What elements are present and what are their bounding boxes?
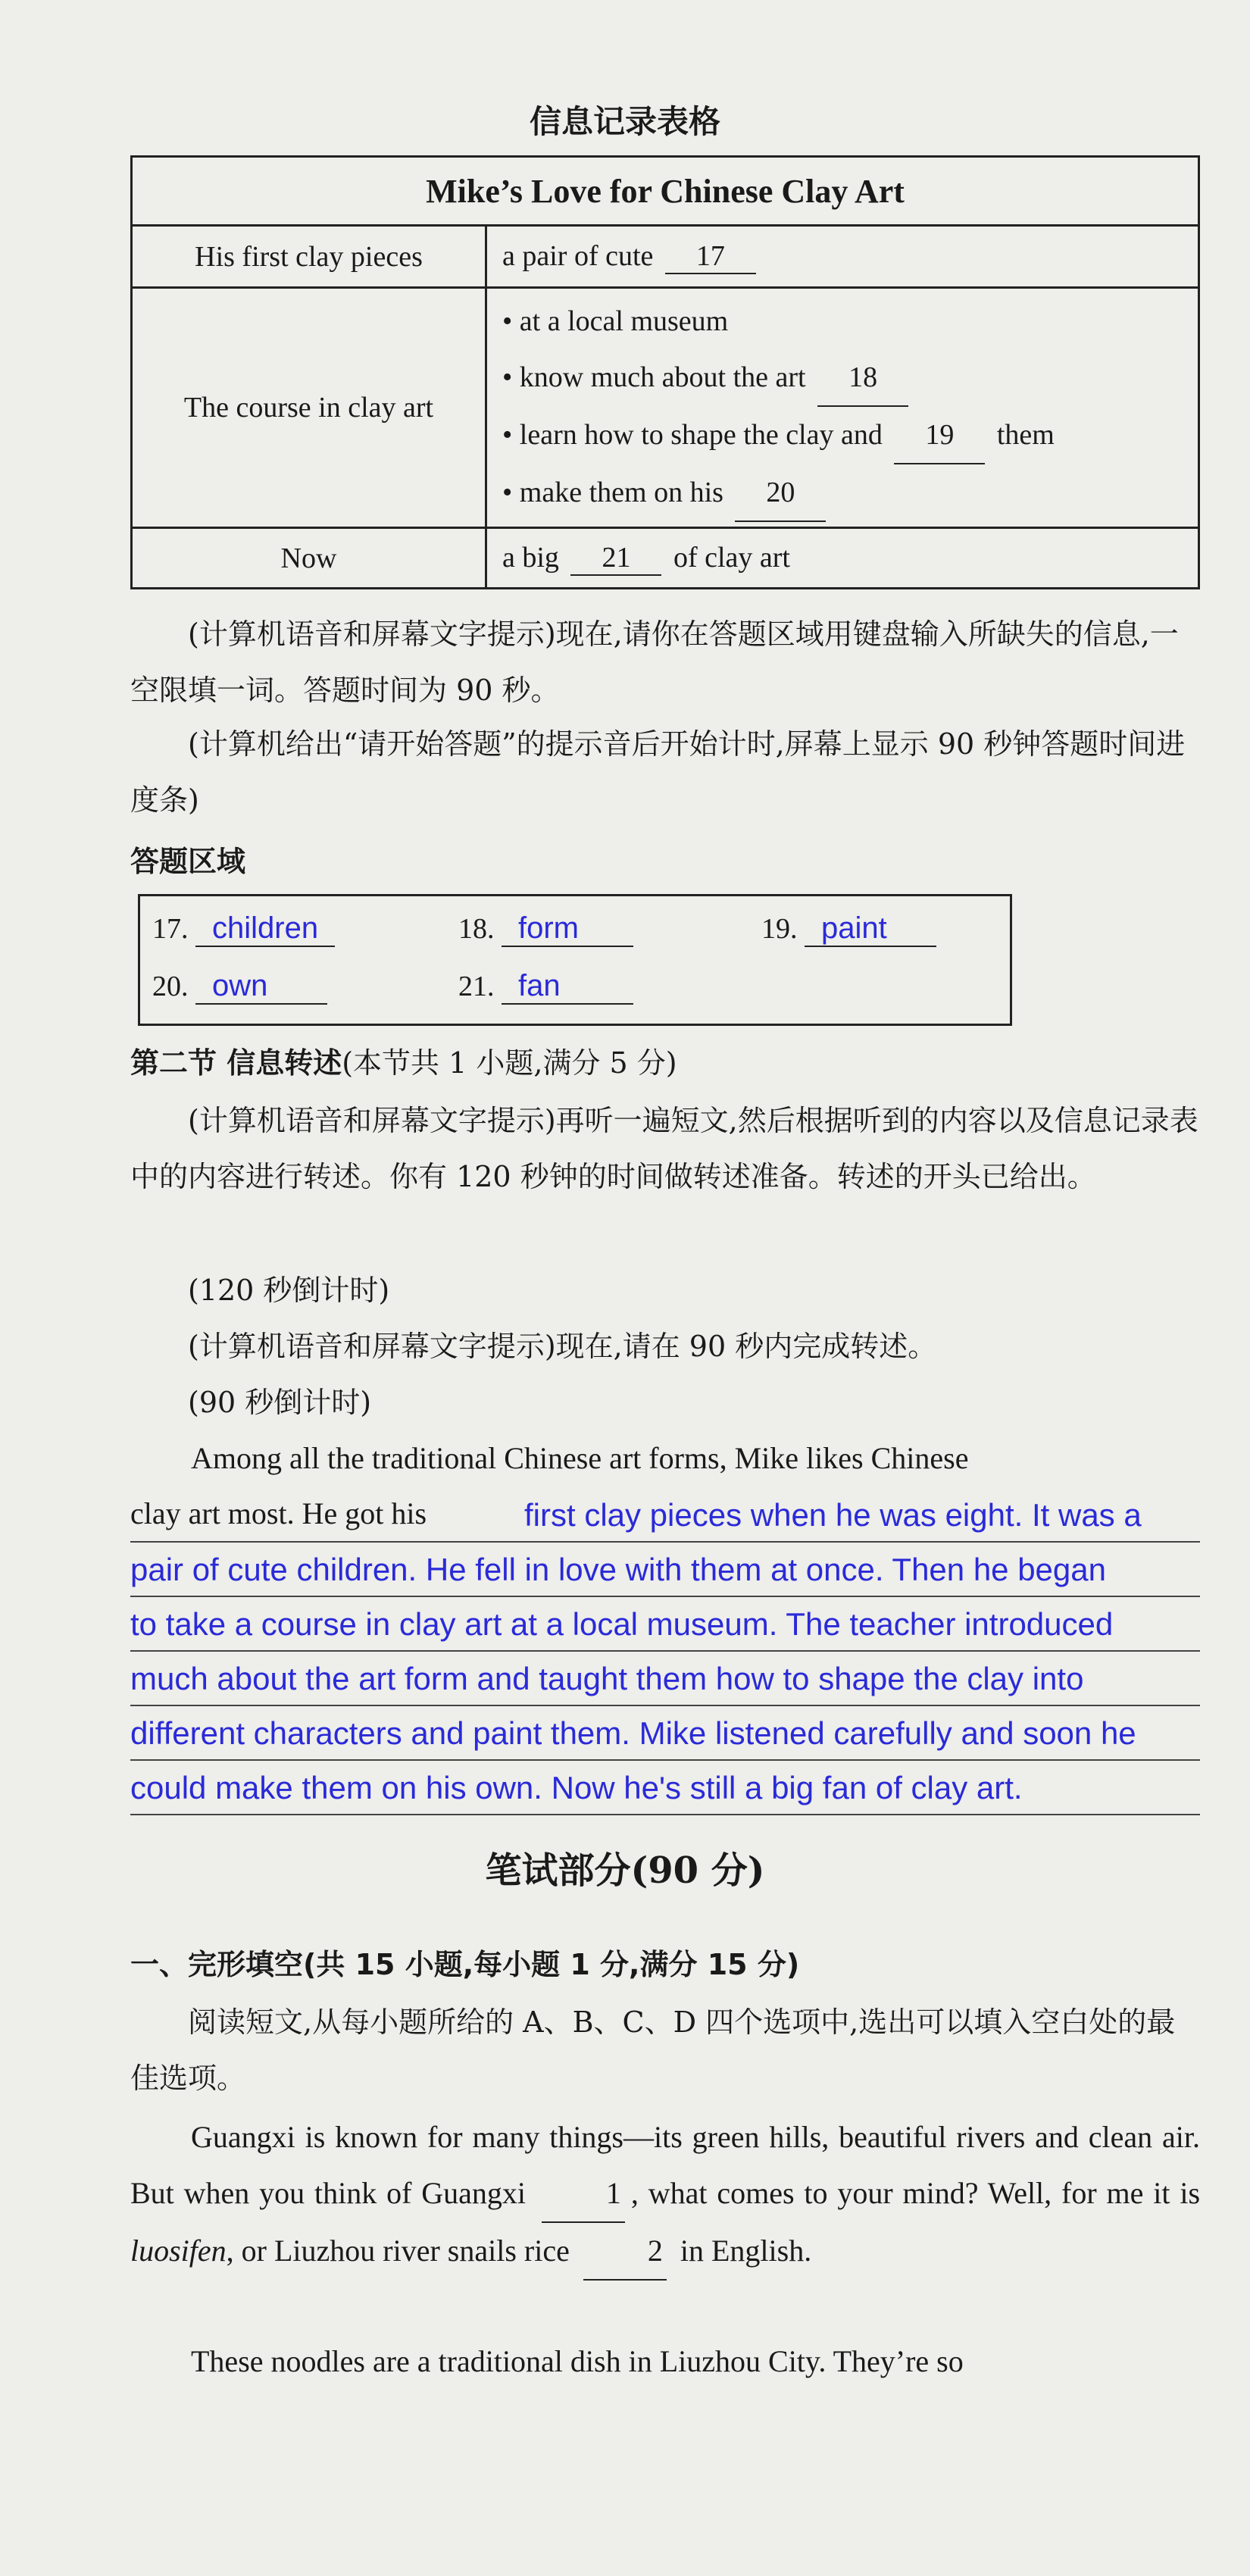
blank-18: 18 xyxy=(817,349,908,407)
blank-20: 20 xyxy=(735,464,826,522)
countdown-120: (120 秒倒计时) xyxy=(188,1274,390,1307)
row-content-now: a big 21 of clay art xyxy=(486,528,1199,589)
essay-line-4 xyxy=(130,1650,1200,1706)
italic-luosifen: luosifen xyxy=(130,2234,227,2268)
answer-value-18[interactable]: form xyxy=(502,911,633,947)
essay-line-3 xyxy=(130,1596,1200,1652)
passage-paragraph-1: Guangxi is known for many things—its green hills, beautiful rivers and clean air. But when you think of Guangxi 1 , what comes to your mind? Well, for me it is luosifen, or Liuzhou river snails rice 2 in English. xyxy=(130,2109,1200,2281)
essay-line-1 xyxy=(130,1487,1200,1543)
row-label-first-pieces: His first clay pieces xyxy=(132,226,486,288)
answer-18: 18. form xyxy=(458,911,633,947)
section2-instruction: (计算机语音和屏幕文字提示)再听一遍短文,然后根据听到的内容以及信息记录表中的内容进行转述。你有 120 秒钟的时间做转述准备。转述的开头已给出。 xyxy=(130,1104,1198,1193)
essay-line-5 xyxy=(130,1705,1200,1761)
essay-handwriting-4: much about the art form and taught them how to shape the clay into xyxy=(130,1661,1084,1696)
cloze-instruction: 阅读短文,从每小题所给的 A、B、C、D 四个选项中,选出可以填入空白处的最佳选项。 xyxy=(130,2005,1176,2095)
section2-start-instruction: (计算机语音和屏幕文字提示)现在,请在 90 秒内完成转述。 xyxy=(188,1330,937,1363)
essay-line-2 xyxy=(130,1541,1200,1597)
retell-essay xyxy=(130,1430,1200,1862)
essay-handwriting-6: could make them on his own. Now he's still a big fan of clay art. xyxy=(130,1770,1023,1805)
cloze-blank-2: 2 xyxy=(583,2223,667,2281)
course-item-know: • know much about the art 18 xyxy=(502,349,1183,407)
course-item-shape: • learn how to shape the clay and 19 them xyxy=(502,407,1183,464)
answer-value-21[interactable]: fan xyxy=(502,969,633,1005)
section2-note: (本节共 1 小题,满分 5 分) xyxy=(342,1046,677,1080)
answer-17: 17. children xyxy=(152,911,335,947)
row-content-course xyxy=(486,288,1199,528)
instruction-input: (计算机语音和屏幕文字提示)现在,请你在答题区域用键盘输入所缺失的信息,一空限填一词。答题时间为 90 秒。 xyxy=(130,617,1179,707)
cloze-title: 一、完形填空(共 15 小题,每小题 1 分,满分 15 分) xyxy=(130,1948,800,1981)
row-label-now: Now xyxy=(132,528,486,589)
essay-prefix: clay art most. He got his xyxy=(130,1496,427,1530)
course-item-make: • make them on his 20 xyxy=(502,464,1183,522)
answer-value-19[interactable]: paint xyxy=(805,911,936,947)
essay-handwriting-5: different characters and paint them. Mike listened carefully and soon he xyxy=(130,1715,1136,1751)
section2-title: 第二节 信息转述 xyxy=(130,1046,342,1080)
blank-19: 19 xyxy=(894,407,985,464)
table-title: Mike’s Love for Chinese Clay Art xyxy=(132,157,1199,226)
answer-19: 19. paint xyxy=(761,911,936,947)
answer-value-17[interactable]: children xyxy=(195,911,335,947)
essay-line-6 xyxy=(130,1759,1200,1815)
answer-20: 20. own xyxy=(152,969,327,1005)
record-form-title: 信息记录表格 xyxy=(529,103,720,140)
written-part-title: 笔试部分(90 分) xyxy=(485,1849,765,1892)
row-label-course: The course in clay art xyxy=(132,288,486,528)
answer-area xyxy=(138,894,1012,1026)
blank-21: 21 xyxy=(570,541,661,576)
passage-paragraph-2: These noodles are a traditional dish in Liuzhou City. They’re so xyxy=(191,2344,964,2378)
section2-heading xyxy=(130,1035,1200,1091)
course-item-museum: • at a local museum xyxy=(502,305,729,337)
row-content-first-pieces: a pair of cute 17 xyxy=(486,226,1199,288)
essay-start: Among all the traditional Chinese art forms, Mike likes Chinese xyxy=(191,1441,969,1475)
blank-17: 17 xyxy=(665,239,756,274)
answer-value-20[interactable]: own xyxy=(195,969,327,1005)
essay-handwriting-1: first clay pieces when he was eight. It was a xyxy=(524,1497,1142,1533)
info-record-table xyxy=(130,155,1200,589)
answer-area-title: 答题区域 xyxy=(130,845,246,878)
countdown-90: (90 秒倒计时) xyxy=(188,1386,372,1419)
essay-handwriting-2: pair of cute children. He fell in love with them at once. Then he began xyxy=(130,1552,1106,1587)
essay-handwriting-3: to take a course in clay art at a local museum. The teacher introduced xyxy=(130,1606,1114,1642)
instruction-timer: (计算机给出“请开始答题”的提示音后开始计时,屏幕上显示 90 秒钟答题时间进度条) xyxy=(130,727,1186,817)
answer-21: 21. fan xyxy=(458,969,633,1005)
cloze-blank-1: 1 xyxy=(542,2165,625,2223)
